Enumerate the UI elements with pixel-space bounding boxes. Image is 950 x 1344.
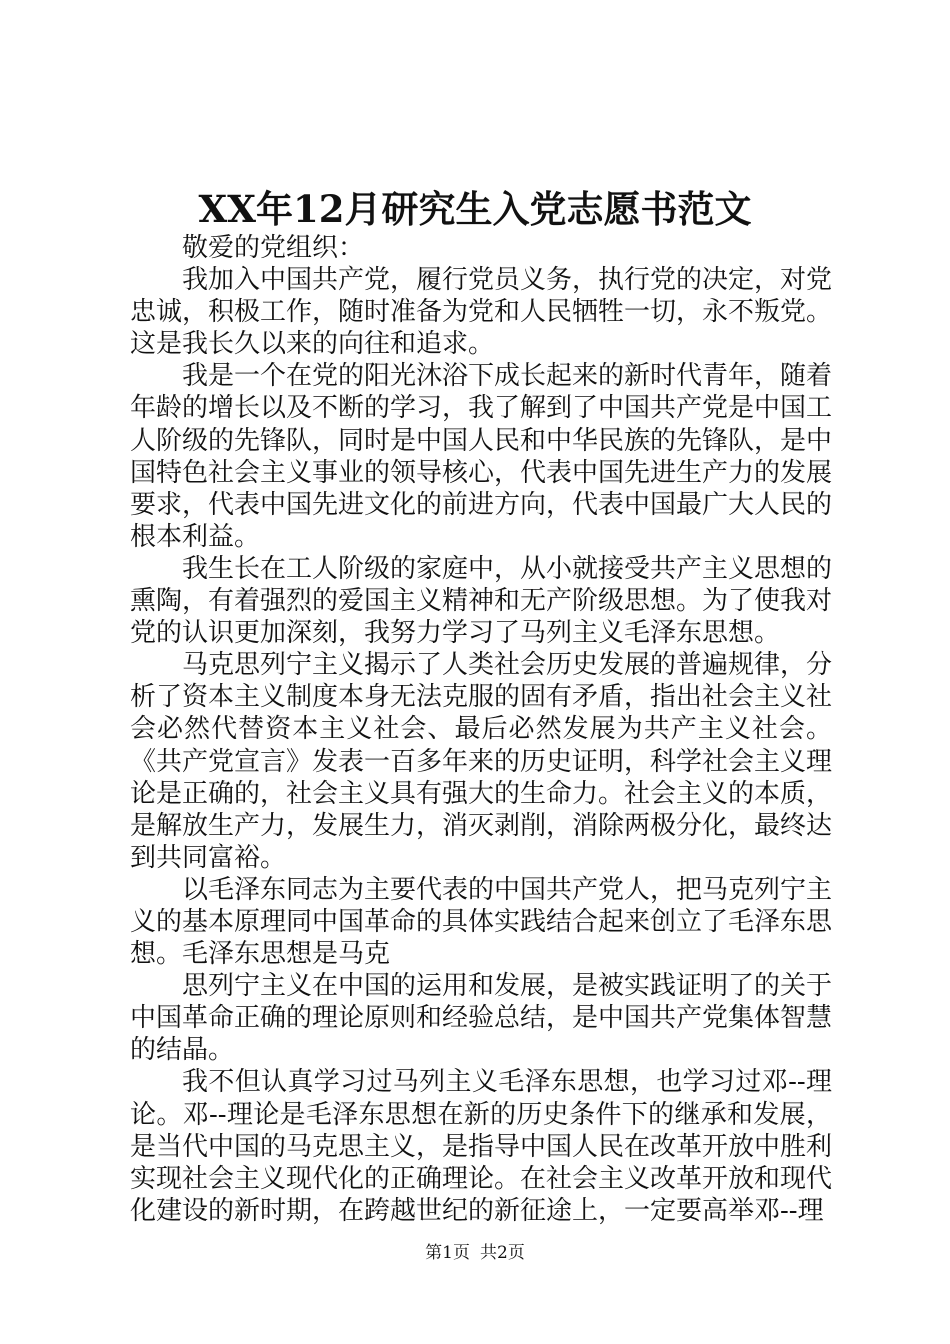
document-body <box>130 232 832 1227</box>
paragraph: 我加入中国共产党，履行党员义务，执行党的决定，对党忠诚，积极工作，随时准备为党和人民牺牲一切，永不叛党。这是我长久以来的向往和追求。 <box>130 265 833 360</box>
paragraph: 我是一个在党的阳光沐浴下成长起来的新时代青年，随着年龄的增长以及不断的学习，我了解到了中国共产党是中国工人阶级的先锋队，同时是中国人民和中华民族的先锋队，是中国特色社会主义事业的领导核心，代表中国先进生产力的发展要求，代表中国先进文化的前进方向，代表中国最广大人民的根本利益。 <box>130 361 833 552</box>
salutation: 敬爱的党组织： <box>182 233 365 263</box>
paragraph: 以毛泽东同志为主要代表的中国共产党人，把马克列宁主义的基本原理同中国革命的具体实践结合起来创立了毛泽东思想。毛泽东思想是马克 <box>130 874 833 970</box>
document-title: XX年12月研究生入党志愿书范文 <box>198 187 752 231</box>
paragraph: 马克思列宁主义揭示了人类社会历史发展的普遍规律，分析了资本主义制度本身无法克服的固有矛盾，指出社会主义社会必然代替资本主义社会、最后必然发展为共产主义社会。《共产党宣言》发表一百多年来的历史证明，科学社会主义理论是正确的，社会主义具有强大的生命力。社会主义的本质，是解放生产力，发展生力，消灭剥削，消除两极分化，最终达到共同富裕。 <box>130 650 833 873</box>
paragraph: 思列宁主义在中国的运用和发展，是被实践证明了的关于中国革命正确的理论原则和经验总结，是中国共产党集体智慧的结晶。 <box>130 971 833 1066</box>
paragraph: 我不但认真学习过马列主义毛泽东思想，也学习过邓--理论。邓--理论是毛泽东思想在新的历史条件下的继承和发展，是当代中国的马克思主义，是指导中国人民在改革开放中胜利实现社会主义现代化的正确理论。在社会主义改革开放和现代化建设的新时期，在跨越世纪的新征途上，一定要高举邓--理 <box>130 1067 833 1226</box>
paragraph: 我生长在工人阶级的家庭中，从小就接受共产主义思想的熏陶，有着强烈的爱国主义精神和无产阶级思想。为了使我对党的认识更加深刻，我努力学习了马列主义毛泽东思想。 <box>130 553 833 649</box>
page-number-current: 第1页 <box>425 1243 470 1263</box>
page-number-total: 共2页 <box>480 1243 525 1263</box>
page-footer <box>0 1241 950 1265</box>
